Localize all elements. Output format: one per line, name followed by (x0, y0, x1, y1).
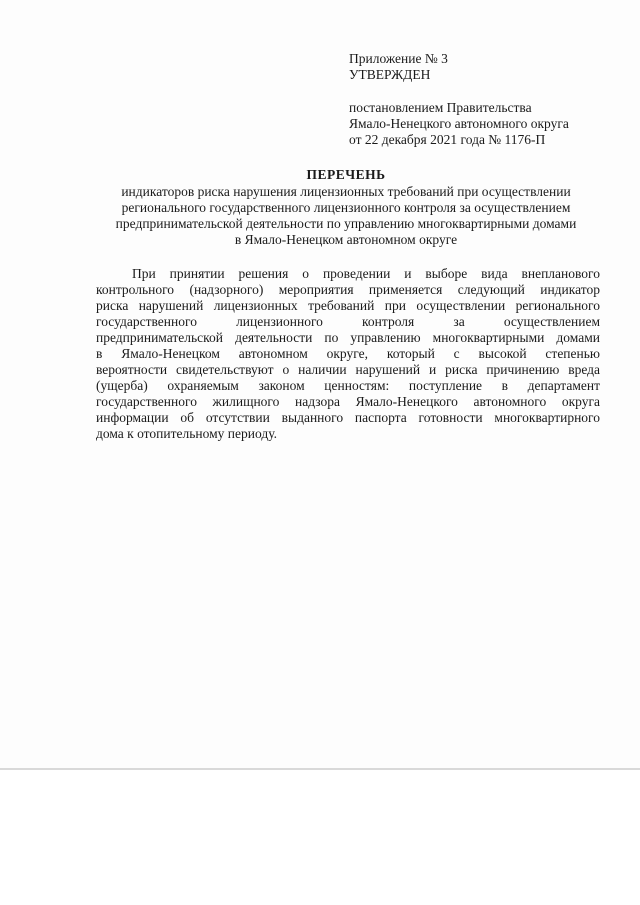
body-line: вероятности свидетельствуют о наличии нарушений и риска причинению вреда (96, 362, 600, 377)
body-line: государственного лицензионного контроля за осуществлением (96, 314, 600, 329)
document-title: ПЕРЕЧЕНЬ (306, 167, 386, 182)
approval-block (349, 51, 619, 148)
body-line: государственного жилищного надзора Ямало-Ненецкого автономного округа (96, 394, 600, 409)
body-line: в Ямало-Ненецком автономном округе, который с высокой степенью (96, 346, 600, 361)
body-line: При принятии решения о проведении и выборе вида внепланового (132, 266, 600, 281)
body-paragraph (96, 266, 600, 442)
decree-line: от 22 декабря 2021 года № 1176-П (349, 132, 546, 147)
subtitle-line: регионального государственного лицензионного контроля за осуществлением (121, 200, 571, 215)
body-line: информации об отсутствии выданного паспорта готовности многоквартирного (96, 410, 600, 425)
page-edge-divider (0, 768, 640, 770)
appendix-number: Приложение № 3 (349, 51, 448, 66)
subtitle-line: предпринимательской деятельности по управлению многоквартирными домами (115, 216, 577, 231)
body-line: дома к отопительному периоду. (96, 426, 277, 441)
subtitle-line: в Ямало-Ненецком автономном округе (234, 232, 458, 247)
approved-stamp-text: УТВЕРЖДЕН (349, 67, 431, 82)
decree-line: постановлением Правительства (349, 100, 532, 115)
body-line: предпринимательской деятельности по управлению многоквартирными домами (96, 330, 600, 345)
title-block (86, 167, 606, 248)
body-line: контрольного (надзорного) мероприятия применяется следующий индикатор (96, 282, 600, 297)
body-line: (ущерба) охраняемым законом ценностям: поступление в департамент (96, 378, 600, 393)
subtitle-line: индикаторов риска нарушения лицензионных требований при осуществлении (121, 184, 571, 199)
body-line: риска нарушений лицензионных требований при осуществлении регионального (96, 298, 600, 313)
decree-line: Ямало-Ненецкого автономного округа (349, 116, 569, 131)
approval-spacer (349, 83, 619, 100)
